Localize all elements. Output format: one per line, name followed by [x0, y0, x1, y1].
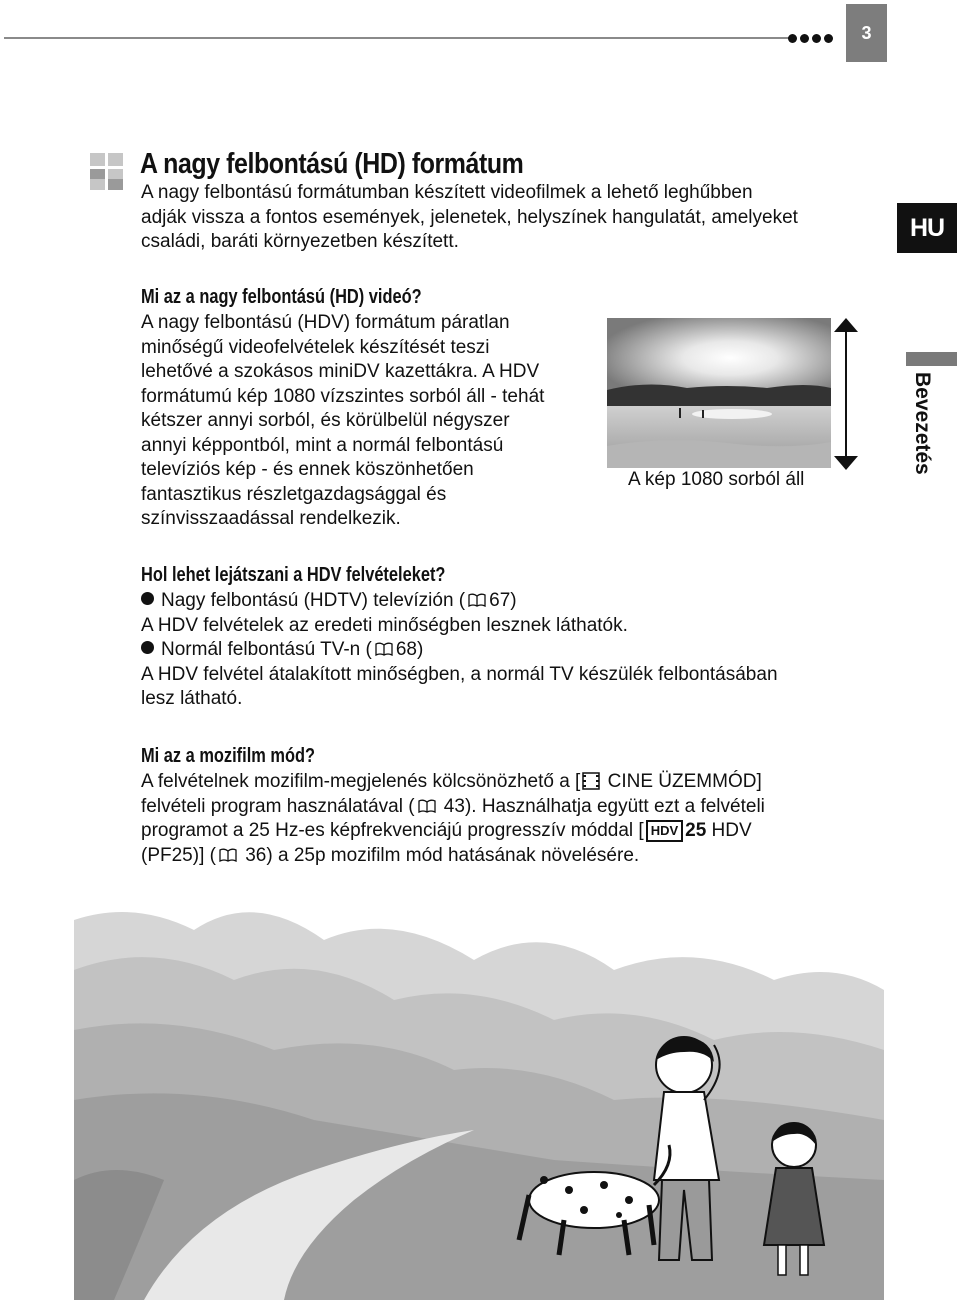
bullet-icon — [141, 592, 154, 605]
header-dots — [788, 28, 833, 48]
page-number: 3 — [846, 4, 887, 62]
section-tab-label: Bevezetés — [911, 372, 934, 475]
hdv-icon: HDV — [646, 820, 683, 842]
intro-line: A nagy felbontású formátumban készített videofilmek a lehető leghűbben — [141, 182, 753, 203]
section-tab-bar — [906, 352, 957, 366]
body-line: (PF25)] ( 36) a 25p mozifilm mód hatásának növelésére. — [141, 844, 640, 866]
bullet-icon — [141, 641, 154, 654]
section1-body — [141, 311, 544, 532]
body-line: színvisszaadással rendelkezik. — [141, 508, 401, 529]
body-line: felvételi program használatával ( 43). Használhatja együtt ezt a felvételi — [141, 795, 765, 817]
book-icon — [375, 642, 393, 656]
sunset-photo — [607, 318, 831, 468]
language-tab: HU — [897, 203, 957, 253]
height-arrow-icon — [834, 318, 858, 470]
body-line: lehetővé a szokásos miniDV kazettákra. A HDV — [141, 361, 540, 382]
body-line: programot a 25 Hz-es képfrekvenciájú progresszív móddal [ HDV 25 HDV — [141, 820, 752, 841]
body-line: formátumú kép 1080 vízszintes sorból áll - tehát — [141, 385, 545, 407]
intro-paragraph — [141, 181, 798, 255]
section1-title: Mi az a nagy felbontású (HD) videó? — [141, 286, 422, 308]
page-title: A nagy felbontású (HD) formátum — [140, 148, 524, 180]
section3-title: Mi az a mozifilm mód? — [141, 745, 316, 767]
section-tab — [890, 372, 950, 492]
body-line: kétszer annyi sorból, és körülbelül négyszer — [141, 410, 510, 431]
heading-squares-icon — [90, 153, 135, 195]
landscape-illustration — [74, 880, 884, 1300]
film-icon — [581, 772, 601, 790]
body-line: A felvételnek mozifilm-megjelenés kölcsönözhető a [ CINE ÜZEMMÓD] — [141, 771, 762, 792]
header-rule — [4, 37, 790, 39]
body-line: minőségű videofelvételek készítését teszi — [141, 336, 490, 358]
body-line: annyi képpontból, mint a normál felbontású — [141, 434, 504, 456]
section3-body — [141, 770, 765, 868]
photo-caption: A kép 1080 sorból áll — [628, 469, 805, 490]
bullet-desc: lesz látható. — [141, 688, 243, 709]
bullet-desc: A HDV felvételek az eredeti minőségben lesznek láthatók. — [141, 614, 628, 636]
bullet-item: Normál felbontású TV-n ( 68) — [141, 638, 778, 663]
body-line: fantasztikus részletgazdagsággal és — [141, 483, 447, 505]
bullet-desc: A HDV felvétel átalakított minőségben, a normál TV készülék felbontásában — [141, 663, 778, 685]
intro-line: adják vissza a fontos események, jelenetek, helyszínek hangulatát, amelyeket — [141, 206, 798, 228]
book-icon — [219, 848, 237, 862]
body-line: A nagy felbontású (HDV) formátum páratlan — [141, 312, 510, 333]
section2-body — [141, 589, 778, 712]
section2-title: Hol lehet lejátszani a HDV felvételeket? — [141, 564, 446, 586]
body-line: televíziós kép - és ennek köszönhetően — [141, 459, 474, 480]
intro-line: családi, baráti környezetben készített. — [141, 231, 459, 252]
book-icon — [418, 799, 436, 813]
hdv-25: 25 — [685, 820, 707, 841]
bullet-item: Nagy felbontású (HDTV) televízión ( 67) — [141, 589, 778, 614]
book-icon — [468, 593, 486, 607]
